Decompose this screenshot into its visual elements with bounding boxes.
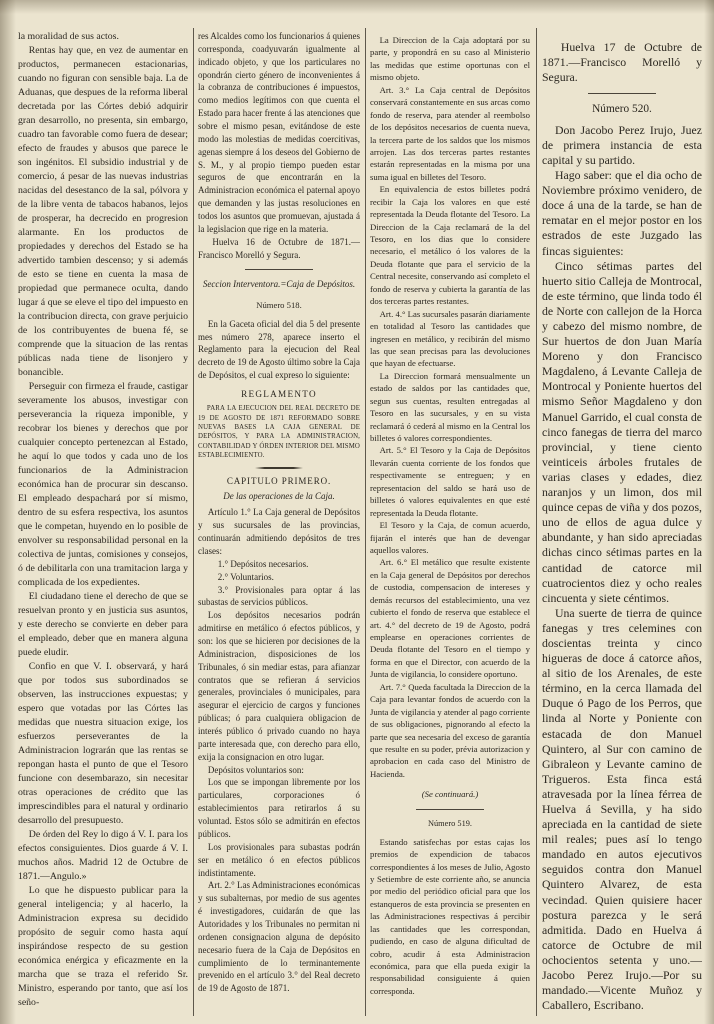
page-edge-shadow-right [704, 0, 714, 1024]
page-edge-shadow-left [0, 0, 16, 1024]
paragraph: La Direccion de la Caja adoptará por su parte, y propondrá en su caso al Ministerio las medidas que estime oportunas con el mismo objeto. [370, 35, 530, 83]
article: Art. 2.° Las Administraciones económicas y sus subalternas, por medio de sus agentes é investigadores, cuidarán de que las Autoridades y los Tribunales no permitan ni ordenen consignacion alguna de depósito necesario fuera de la Caja de Depósitos en cumplimiento de lo terminantemente prevenido en el artículo 3.° del Real decreto de 19 de Agosto de 1871. [198, 880, 360, 994]
paragraph: Cinco sétimas partes del huerto sitio Calleja de Montrocal, de este término, que linda todo él de Norte con callejon de la Horca y cabezo del mismo nombre, de Sur huertos de don Juan María Moreno y don Francisco Magdaleno, á Levante Calleja de Montrocal y Poniente huertos del mismo Señor Magdaleno y don Manuel Garrido, el cual consta de cinco fanegas de tierra del marco provincial, y tiene ciento veinticeis árboles frutales de varias clases y edades, diez naranjos y un limon, dos mil quince cepas de viña y dos pozos, uno de ellos de agua dulce y abundante, y han sido apreciadas dichas cinco sétimas partes en la cantidad de catorce mil cuatrocientos diez y ocho reales cincuenta y siete céntimos. [542, 258, 702, 605]
paragraph: la moralidad de sus actos. [18, 31, 119, 42]
paragraph: Depósitos voluntarios son: [207, 764, 304, 775]
article: Art. 3.° La Caja central de Depósitos conservará constantemente en sus arcas como fondo de reserva, para atender al reembolso de los depósitos necesarios de cuenta nueva, la tercera parte de los saldos que los mismos arrojen. Las dos terceras partes restantes estarán representadas en la misma por una suma igual en billetes del Tesoro. [370, 84, 530, 182]
chapter-subtitle: De las operaciones de la Caja. [223, 490, 335, 501]
paragraph: Los depósitos necesarios podrán admitirse en metálico ó efectos públicos, y son: los que se hicieren por decisiones de la Administracion, disposiciones de los Tribunales, ó sin mediar estas, para afianzar contratos que se refieran á servicios generales, provinciales ó municipales, para asegurar el ejercicio de cargos y funciones públicas; ó para cualquiera obligacion de interés público ó privado cuando no haya parte interesada que, con derecho para ello, exija la consignacion en otro lugar. [198, 610, 360, 762]
paragraph: Una suerte de tierra de quince fanegas y tres celemines con doscientas treinta y cinco higueras de doce á catorce años, al sitio de los Arenales, de este término, en la cerca llamada del Duque ó Pago de los Perros, que linda al Norte y Poniente con estacada de don Manuel Quintero, al Sur con camino de Gibraleon y Levante camino de Trigueros. Esta finca está atravesada por la línea férrea de Huelva á Sevilla, y ha sido apreciada en la cantidad de siete mil reales; pues así lo tengo mandado en autos ejecutivos seguidos contra don Manuel Quintero Alvarez, de esta vecindad. Quien quisiere hacer postura parezca y le será admitida. Dado en Huelva á catorce de Octubre de mil ochocientos setenta y uno.—Jacobo Perez Irujo.—Por su mandado.—Vicente Muñoz y Caballero, Escribano. [542, 605, 702, 1013]
chapter-title: CAPITULO PRIMERO. [226, 475, 332, 486]
column-3 [370, 34, 530, 1014]
paragraph: Hago saber: que el dia ocho de Noviembre próximo venidero, de doce á una de la tarde, se han de rematar en el mejor postor en los estrados de este Juzgado las fincas siguientes: [542, 168, 702, 258]
notice-number: Número 518. [256, 300, 302, 311]
paragraph: Don Jacobo Perez Irujo, Juez de primera instancia de esta capital y su partido. [542, 122, 702, 167]
list-item: 1.° Depósitos necesarios. [217, 558, 309, 569]
column-4 [542, 40, 702, 1014]
column-divider-2 [365, 28, 366, 1016]
reglamento-title: REGLAMENTO [241, 388, 317, 399]
paragraph: En equivalencia de estos billetes podrá recibir la Caja los valores en que esté representada la Deuda flotante del Tesoro. La Direccion de la Caja reclamará de la del Tesoro, en los dias que lo considere necesario, el metálico ó los valores de la Deuda flotante que para el servicio de la Central necesite, conservando así completo el fondo de reserva y cubierta la garantía de las dos terceras partes restantes. [370, 184, 530, 307]
column-2 [198, 30, 360, 1014]
reglamento-subtitle: PARA LA EJECUCION DEL REAL DECRETO DE 19 DE AGOSTO DE 1871 REFORMADO SOBRE NUEVAS BASES LA CAJA GENERAL DE DEPÓSITOS, Y PARA LA ADMINISTRACION, CONTABILIDAD Y ÓRDEN INTERIOR DEL MISMO ESTABLECIMIENTO. [198, 405, 360, 460]
column-1 [18, 30, 188, 1014]
paragraph: Perseguir con firmeza el fraude, castigar severamente los abusos, investigar con perseverancia la riqueza imponible, y recobrar los bienes y derechos que por cualquier concepto pertenezcan al Estado, he aquí lo que todos y cada uno de los funcionarios de la Administracion económica han de procurar sin descanso. El empleado despachará por sí mismo, dentro de su esfera respectiva, los asuntos que le competan, huyendo en lo posible de envolver su responsabilidad personal en la colectiva de juntas, comisiones y consejos, ó de debilitarla con una tramitacion larga y complicada de los expedientes. [18, 381, 188, 588]
section-divider [245, 269, 313, 270]
paragraph: Los provisionales para subastas podrán ser en metálico ó en efectos públicos indistintamente. [198, 841, 360, 878]
section-heading: Seccion Interventora.=Caja de Depósitos. [202, 279, 356, 290]
paragraph: El Tesoro y la Caja, de comun acuerdo, fijarán el interés que han de devengar aquellos valores. [370, 520, 530, 555]
article: Art. 6.° El metálico que resulte existente en la Caja general de Depósitos por derechos de custodia, compensacion de intereses y demás recursos del establecimiento, una vez cubierto el fondo de reserva que establece el art. 4.° del decreto de 19 de Agosto, podrá emplearse en operaciones corrientes de Deuda flotante del Tesoro en el tiempo y forma en que el Director, con acuerdo de la Junta de vigilancia, lo considere oportuno. [370, 557, 530, 680]
paragraph: La Direccion formará mensualmente un estado de saldos por las cantidades que, segun sus cuentas, resulten entregadas al Tesoro en las sucursales, y en su vista reclamará ó cederá al mismo en la Central los billetes ó valores correspondientes. [370, 370, 530, 443]
section-divider [416, 809, 483, 810]
paragraph: Rentas hay que, en vez de aumentar en productos, permanecen estacionarias, cuando no figuran con sensible baja. La de Aduanas, que despues de la reforma liberal decretada por las Córtes debió adquirir gran desarrollo, no presenta, sin embargo, cuadro tan favorable como fuera de desear; efecto de fraudes y abusos que parece le son ingénitos. El subsidio industrial y de comercio, á pesar de las nuevas industrias nacidas del desestanco de la sal, pólvora y de la libre venta de tabacos habanos, lejos de prosperar, ha decrecido en progresion alarmante. En los productos de propiedades y derechos del Estado se ha advertido tambien descenso; y si además de esto se tiene en cuenta la masa de propiedad que permanece oculta, dando lugar á que se eleve el tipo del impuesto en la contribucion directa, con grave perjuicio de los contribuyentes de buena fé, se comprende que la situacion de las rentas públicas nada tiene de lisonjero y bonancible. [18, 45, 188, 378]
paragraph: Confio en que V. I. observará, y hará que por todos sus subordinados se observen, las instrucciones expuestas; y espero que votadas por las Córtes las medidas que nuestra situacion exige, los esfuerzos perseverantes de la Administracion lograrán que las rentas se repongan hasta el punto de que el Tesoro funcione con desembarazo, sin necesitar otras operaciones de crédito que las imprescindibles para el natural y ordinario desarrollo del presupuesto. [18, 661, 188, 826]
paragraph: res Alcaldes como los funcionarios á quienes corresponda, coadyuvarán igualmente al indicado objeto, y que los particulares no opondrán cierto género de inconvenientes á la cobranza de contribuciones é impuestos, como medios legítimos con que cuenta el Estado para hacer frente á las atenciones que sobre el mismo pesan, evitándose de este modo las molestias de medidas coercitivas, agenas siempre á los deseos del Gobierno de S. M., y al propio tiempo pueden estar seguros de que encontrarán en la Administracion económica el paternal apoyo que demanden y las justas resoluciones en todos los asuntos que promuevan, ajustada á la legislacion que rige en la materia. [198, 31, 360, 234]
paragraph: Los que se impongan libremente por los particulares, corporaciones ó establecimientos para retirarlos á su voluntad. Estos sólo se admitirán en efectos públicos. [198, 777, 360, 839]
section-divider [588, 93, 655, 94]
column-divider-1 [193, 28, 194, 1016]
list-item: 2.° Voluntarios. [217, 571, 274, 582]
column-divider-3 [536, 28, 537, 1016]
paragraph: Estando satisfechas por estas cajas los premios de expendicion de tabacos correspondientes á los meses de Julio, Agosto y Setiembre de este corriente año, se anuncia por medio del periódico oficial para que los estanqueros de esta provincia se presenten en las Administraciones respectivas á percibir las cantidades que les correspondan, pudiendo, en caso de alguna dificultad de cobro, acudir á esta Administracion económica, para que ella pueda exigir la responsabilidad consiguiente á quien corresponda. [370, 836, 530, 996]
continued-note: (Se continuará.) [421, 789, 479, 800]
paragraph: Lo que he dispuesto publicar para la general inteligencia; y al hacerlo, la Administracion expresa su decidido propósito de seguir como hasta aquí inspirándose respecto de su gestion económica enérgica y eficazmente en la marcha que se traza el referido Sr. Ministro, esperando por tanto, que así los seño- [18, 885, 188, 1008]
list-item: 3.° Provisionales para optar á las subastas de servicios públicos. [198, 584, 360, 608]
article: Art. 4.° Las sucursales pasarán diariamente en totalidad al Tesoro las cantidades que ingresen en metálico, y recibirán del mismo las que sean precisas para las devoluciones que hayan de efectuarse. [370, 308, 530, 369]
paragraph: En la Gaceta oficial del dia 5 del presente mes número 278, aparece inserto el Reglamento para la ejecucion del Real decreto de 19 de Agosto último sobre la Caja de Depósitos, el cual expreso lo siguiente: [198, 318, 360, 381]
article: Artículo 1.° La Caja general de Depósitos y sus sucursales de las provincias, continuarán admitiendo depósitos de tres clases: [198, 507, 360, 557]
signature: Huelva 17 de Octubre de 1871.—Francisco Morelló y Segura. [542, 40, 702, 85]
page-edge-shadow-top [0, 0, 714, 14]
paragraph: De órden del Rey lo digo á V. I. para los efectos consiguientes. Dios guarde á V. I. muchos años. Madrid 12 de Octubre de 1871.—Angulo.» [18, 829, 188, 882]
signature: Huelva 16 de Octubre de 1871.—Francisco Morelló y Segura. [198, 236, 360, 260]
ornamental-rule [255, 467, 304, 469]
paragraph: El ciudadano tiene el derecho de que se resuelvan pronto y en justicia sus asuntos, y este derecho se convierte en deber para el empleado, deber que en manera alguna puede eludir. [18, 591, 188, 658]
article: Art. 7.° Queda facultada la Direccion de la Caja para levantar fondos de acuerdo con la Junta de vigilancia y atender al pago corriente de sus obligaciones, pignorando al efecto la parte que sea necesaria del exceso de garantía que resulte en su poder, prévia autorizacion y aprobacion en cada caso del Ministro de Hacienda. [370, 681, 530, 779]
notice-number: Número 519. [427, 818, 473, 828]
notice-number: Número 520. [592, 103, 652, 116]
article: Art. 5.° El Tesoro y la Caja de Depósitos llevarán cuenta corriente de los fondos que respectivamente se entreguen; y en representacion del saldo se hará uso de billetes ó valores equivalentes en que esté representada la Deuda flotante. [370, 445, 530, 518]
